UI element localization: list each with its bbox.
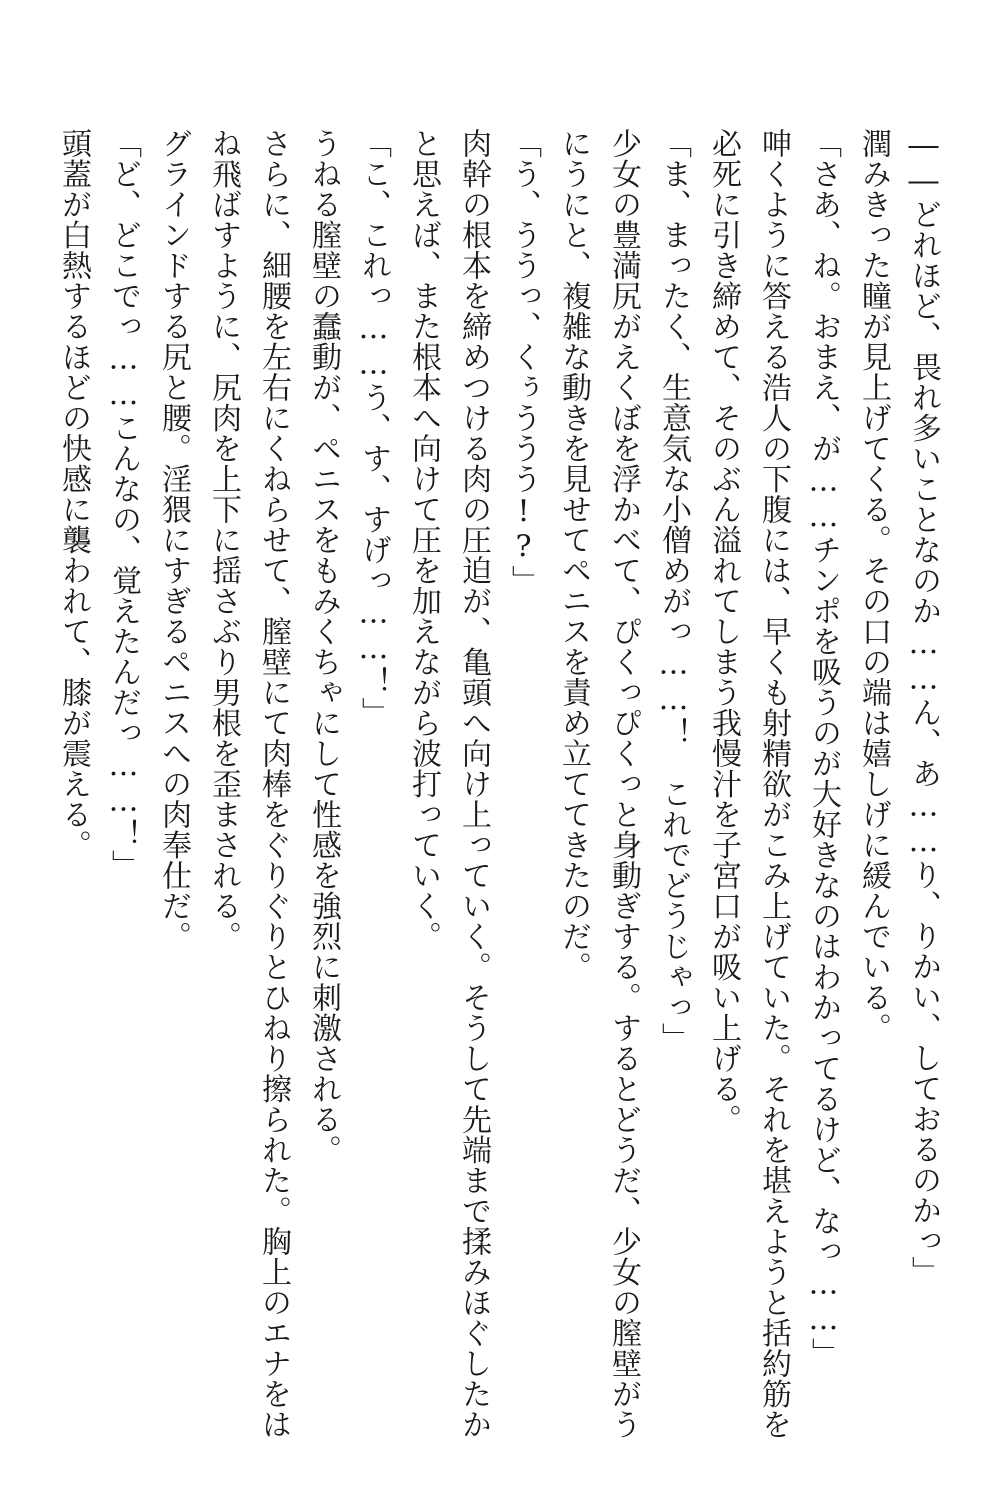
text-line-18: 頭蓋が白熱するほどの快感に襲われて、膝が震える。: [56, 128, 91, 860]
text-line-17: 「ど、どこでっ……こんなの、覚えたんだっ……！」: [106, 128, 141, 880]
text-line-4: 呻くように答える浩人の下腹には、早くも射精欲がこみ上げていた。それを堪えようと括約筋を: [756, 128, 791, 1440]
text-line-10: 肉幹の根本を締めつける肉の圧迫が、亀頭へ向け上っていく。そうして先端まで揉みほぐしたか: [456, 128, 491, 1440]
text-line-1: ――どれほど、畏れ多いことなのか……ん、あ……り、りかい、しておるのかっ」: [906, 128, 941, 1287]
text-line-13: うねる膣壁の蠢動が、ペニスをもみくちゃにして性感を強烈に刺激される。: [306, 128, 341, 1165]
text-line-11: と思えば、また根本へ向けて圧を加えながら波打っていく。: [406, 128, 441, 952]
text-line-15: ね飛ばすように、尻肉を上下に揺さぶり男根を歪まされる。: [206, 128, 241, 952]
text-line-16: グラインドする尻と腰。淫猥にすぎるペニスへの肉奉仕だ。: [156, 128, 191, 952]
vertical-text-body: [48, 128, 948, 1440]
text-line-14: さらに、細腰を左右にくねらせて、膣壁にて肉棒をぐりぐりとひねり擦られた。胸上のエナをは: [256, 128, 291, 1440]
text-line-8: にうにと、複雑な動きを見せてペニスを責め立ててきたのだ。: [556, 128, 591, 982]
text-line-9: 「う、ううっ、くぅううう!?」: [506, 128, 541, 596]
text-line-3: 「さあ、ね。おまえ、が……チンポを吸うのが大好きなのはわかってるけど、なっ……」: [806, 128, 841, 1368]
text-line-7: 少女の豊満尻がえくぼを浮かべて、ぴくっぴくっと身動ぎする。するとどうだ、少女の膣壁がう: [606, 128, 641, 1440]
text-line-6: 「ま、まったく、生意気な小僧めがっ……！ これでどうじゃっ」: [656, 128, 691, 1053]
text-line-2: 潤みきった瞳が見上げてくる。その口の端は嬉しげに緩んでいる。: [856, 128, 891, 1043]
text-line-12: 「こ、これっ……う、す、すげっ……！」: [356, 128, 391, 728]
text-line-5: 必死に引き締めて、そのぶん溢れてしまう我慢汁を子宮口が吸い上げる。: [706, 128, 741, 1135]
